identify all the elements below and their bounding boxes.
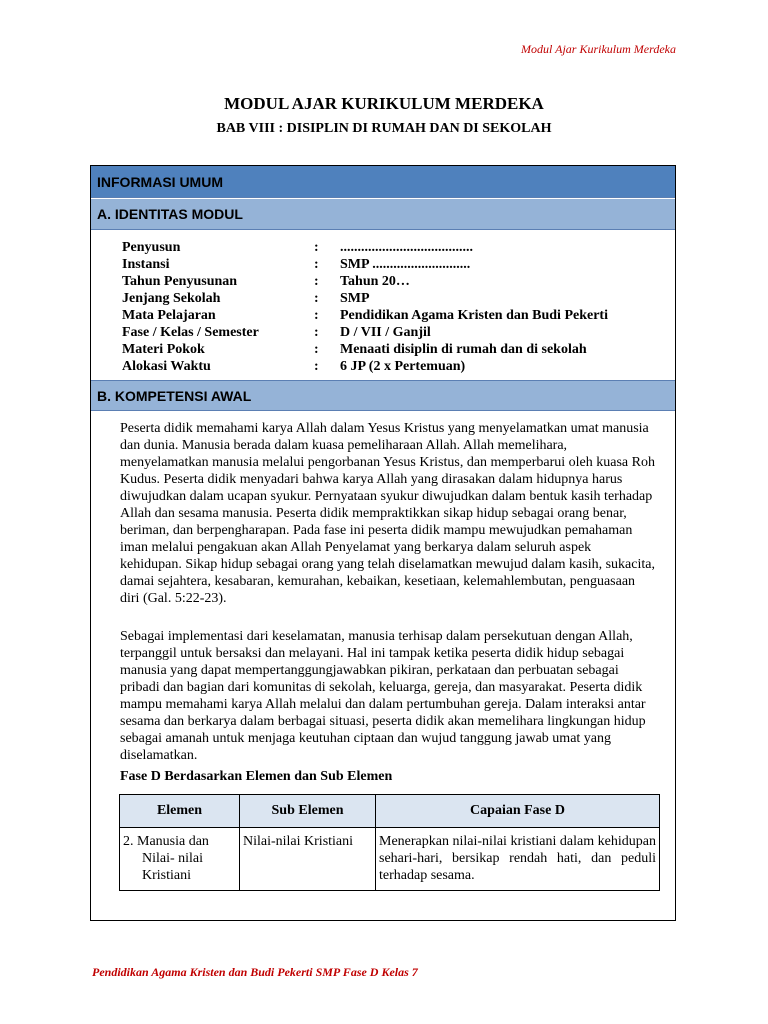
identity-label: Fase / Kelas / Semester	[122, 325, 259, 340]
identity-value: ......................................	[340, 240, 473, 255]
section-identity-heading: A. IDENTITAS MODUL	[91, 199, 675, 230]
identity-row-time	[122, 358, 608, 375]
table-header-row	[120, 795, 660, 828]
identity-list	[122, 239, 608, 375]
identity-colon: :	[314, 325, 319, 340]
identity-value: SMP	[340, 291, 370, 306]
identity-value: Tahun 20…	[340, 274, 410, 289]
identity-row-phase	[122, 324, 608, 341]
identity-row-subject	[122, 307, 608, 324]
running-footer: Pendidikan Agama Kristen dan Budi Pekerti SMP Fase D Kelas 7	[92, 965, 418, 979]
identity-label: Tahun Penyusunan	[122, 274, 238, 289]
column-header-achievement: Capaian Fase D	[376, 795, 660, 828]
identity-colon: :	[314, 308, 319, 323]
table-row	[120, 828, 660, 891]
competence-paragraph-1: Peserta didik memahami karya Allah dalam Yesus Kristus yang menyelamatkan umat manusia dan dunia. Manusia berada dalam kuasa pemeliharaan Allah. Allah memelihara, menyelamatkan manusia melalui pengorbanan Yesus Kristus, dan memperbarui oleh kuasa Roh Kudus. Peserta didik menyadari bahwa karya Allah yang dirasakan dalam hidupnya harus diwujudkan dalam ucapan syukur. Pernyataan syukur diwujudkan dalam bentuk kasih terhadap Allah dan sesama manusia. Peserta didik mempraktikkan sikap hidup sebagai orang benar, beriman, dan berpengharapan. Pada fase ini peserta didik mampu mewujudkan pemahaman iman melalui pengakuan akan Allah Penyelamat yang berkarya dalam seluruh aspek kehidupan. Sikap hidup sebagai orang yang telah diselamatkan mewujud dalam kasih, sukacita, damai sejahtera, kesabaran, kemurahan, kebaikan, kesetiaan, kelemahlembutan, penguasaan diri (Gal. 5:22-23).	[120, 421, 655, 606]
identity-label: Alokasi Waktu	[122, 359, 211, 374]
module-frame	[90, 165, 676, 921]
identity-value: D / VII / Ganjil	[340, 325, 431, 340]
column-header-element: Elemen	[120, 795, 240, 828]
competence-paragraph-2: Sebagai implementasi dari keselamatan, manusia terhisap dalam persekutuan dengan Allah, terpanggil untuk bersaksi dan melayani. Hal ini tampak ketika peserta didik hidup sebagai manusia yang dapat mempertanggungjawabkan pikiran, perkataan dan perbuatan sebagai pribadi dan bagian dari komunitas di sekolah, keluarga, gereja, dan masyarakat. Peserta didik mampu memahami karya Allah melalui dan dalam pertumbuhan gereja. Dalam interaksi antar sesama dan berkarya dalam berbagai situasi, peserta didik akan memelihara lingkungan hidup sebagai amanah untuk menjaga keutuhan ciptaan dan wujud tanggung jawab umat yang diselamatkan.	[120, 629, 646, 763]
identity-row-author	[122, 239, 608, 256]
identity-colon: :	[314, 291, 319, 306]
running-header: Modul Ajar Kurikulum Merdeka	[521, 42, 676, 56]
cell-element-text: 2. Manusia dan Nilai- nilai Kristiani	[123, 834, 209, 883]
identity-value: 6 JP (2 x Pertemuan)	[340, 359, 466, 374]
chapter-subtitle: BAB VIII : DISIPLIN DI RUMAH DAN DI SEKOLAH	[216, 121, 552, 136]
section-competence-heading: B. KOMPETENSI AWAL	[91, 380, 675, 411]
identity-colon: :	[314, 257, 319, 272]
identity-value: Pendidikan Agama Kristen dan Budi Pekerti	[340, 308, 608, 323]
identity-colon: :	[314, 359, 319, 374]
cell-sub-element: Nilai-nilai Kristiani	[240, 828, 376, 891]
cell-achievement: Menerapkan nilai-nilai kristiani dalam kehidupan sehari-hari, bersikap rendah hati, dan peduli terhadap sesama.	[376, 828, 660, 891]
identity-value: SMP ............................	[340, 257, 471, 272]
cell-element	[120, 828, 240, 891]
identity-value: Menaati disiplin di rumah dan di sekolah	[340, 342, 587, 357]
identity-row-school-level	[122, 290, 608, 307]
identity-label: Jenjang Sekolah	[122, 291, 221, 306]
identity-colon: :	[314, 274, 319, 289]
section-general-info: INFORMASI UMUM	[91, 166, 675, 198]
identity-row-institution	[122, 256, 608, 273]
fase-heading: Fase D Berdasarkan Elemen dan Sub Elemen	[120, 769, 393, 784]
achievement-table	[119, 794, 660, 891]
identity-label: Materi Pokok	[122, 342, 205, 357]
identity-label: Mata Pelajaran	[122, 308, 216, 323]
identity-row-topic	[122, 341, 608, 358]
page-title: MODUL AJAR KURIKULUM MERDEKA	[224, 94, 544, 113]
identity-label: Instansi	[122, 257, 170, 272]
identity-colon: :	[314, 342, 319, 357]
identity-row-year	[122, 273, 608, 290]
column-header-sub-element: Sub Elemen	[240, 795, 376, 828]
identity-colon: :	[314, 240, 319, 255]
identity-label: Penyusun	[122, 240, 181, 255]
